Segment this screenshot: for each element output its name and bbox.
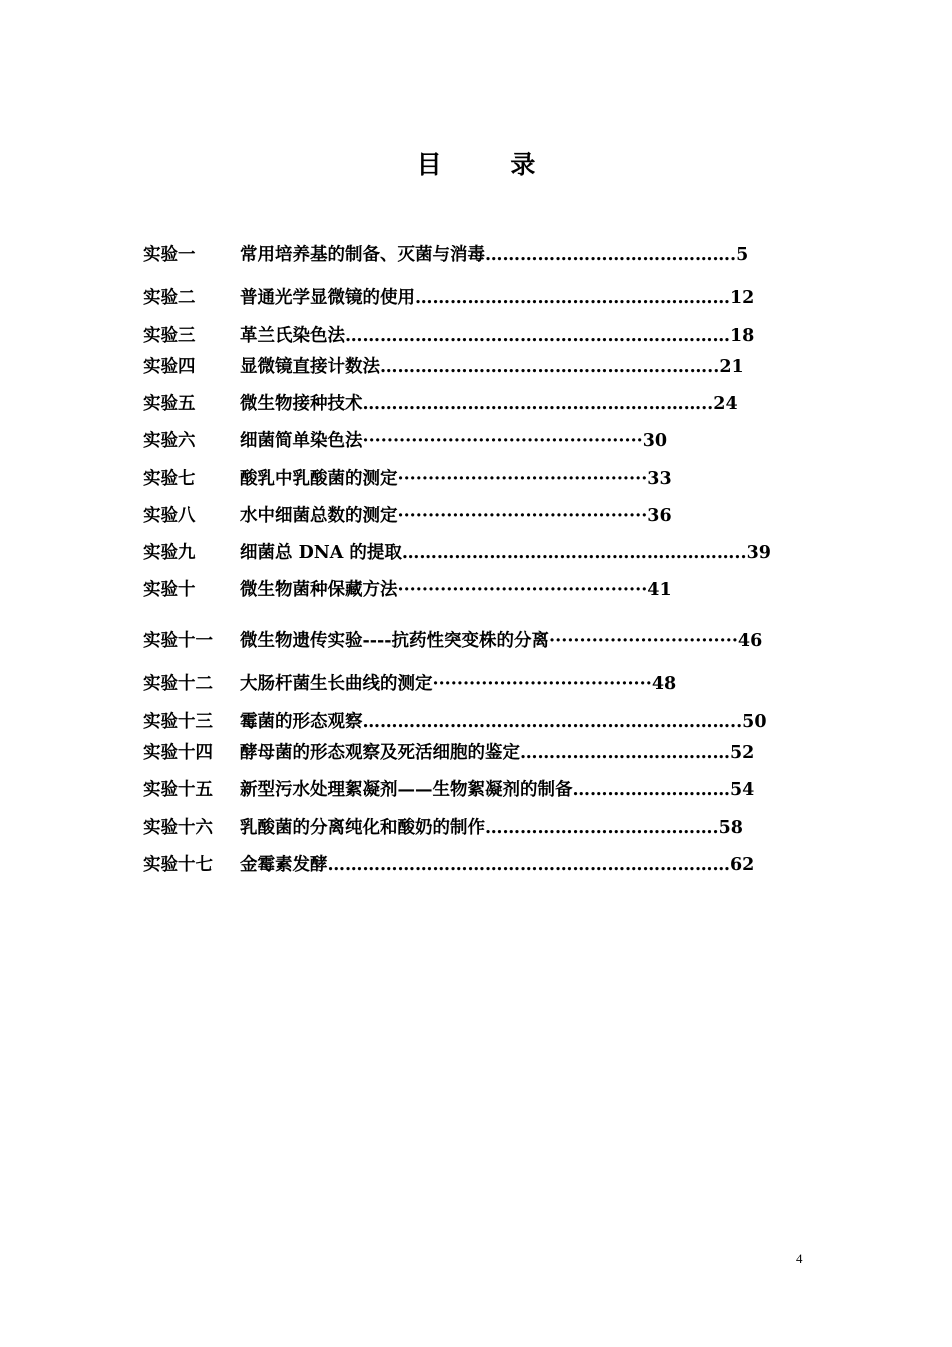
toc-entry-title: 显微镜直接计数法…………………………………………..……..21 — [240, 357, 744, 377]
toc-entry[interactable] — [143, 740, 803, 766]
toc-entry-title: 新型污水处理絮凝剂——生物絮凝剂的制备………………………54 — [240, 780, 755, 800]
toc-entry-number: 实验八 — [143, 506, 196, 526]
toc-entry-title: 细菌简单染色法··············································30 — [240, 431, 668, 451]
toc-entry-number: 实验十三 — [143, 712, 213, 732]
toc-entry-number: 实验七 — [143, 469, 196, 489]
toc-entry-title: 常用培养基的制备、灭菌与消毒…………………………………….5 — [240, 245, 749, 265]
toc-entry-title: 细菌总 DNA 的提取…………………………………………………..39 — [240, 543, 771, 563]
toc-entry[interactable] — [143, 671, 799, 697]
toc-entry-number: 实验六 — [143, 431, 196, 451]
toc-entry-number: 实验十七 — [143, 855, 213, 875]
toc-entry-title: 微生物接种技术………………………………………….………..24 — [240, 394, 738, 414]
toc-entry[interactable] — [143, 285, 798, 311]
toc-entry[interactable] — [143, 391, 798, 417]
toc-entry[interactable] — [143, 323, 798, 349]
toc-entry[interactable] — [143, 540, 798, 566]
toc-entry-title: 霉菌的形态观察………………………………………………………..50 — [240, 712, 767, 732]
toc-entry-title: 革兰氏染色法…………………………………………………………18 — [240, 326, 755, 346]
toc-entry-number: 实验十四 — [143, 743, 213, 763]
toc-entry-title: 酵母菌的形态观察及死活细胞的鉴定………………………………52 — [240, 743, 755, 763]
toc-entry[interactable] — [143, 852, 799, 878]
toc-entry-number: 实验一 — [143, 245, 196, 265]
toc-entry[interactable] — [143, 709, 801, 735]
toc-entry-number: 实验五 — [143, 394, 196, 414]
toc-entry[interactable] — [143, 503, 798, 529]
toc-entry-number: 实验二 — [143, 288, 196, 308]
toc-entry-title: 酸乳中乳酸菌的测定·········································33 — [240, 469, 672, 489]
toc-entry[interactable] — [143, 466, 798, 492]
toc-entry[interactable] — [143, 777, 799, 803]
toc-entry-title: 微生物遗传实验----抗药性突变株的分离·······························46 — [240, 631, 763, 651]
page-number: 4 — [796, 1251, 803, 1266]
toc-entry[interactable] — [143, 815, 799, 841]
toc-entry-number: 实验十五 — [143, 780, 213, 800]
toc-entry-number: 实验十 — [143, 580, 196, 600]
toc-entry-title: 微生物菌种保藏方法·········································41 — [240, 580, 672, 600]
toc-entry[interactable] — [143, 428, 798, 454]
toc-entry-number: 实验四 — [143, 357, 196, 377]
toc-entry-title: 乳酸菌的分离纯化和酸奶的制作………………………………….58 — [240, 818, 743, 838]
toc-entry-number: 实验九 — [143, 543, 196, 563]
toc-entry-title: 普通光学显微镜的使用………………………………………………12 — [240, 288, 755, 308]
toc-entry[interactable] — [143, 242, 795, 268]
toc-entry-number: 实验十六 — [143, 818, 213, 838]
toc-entry-number: 实验十一 — [143, 631, 213, 651]
page-title: 目 录 — [416, 150, 566, 179]
toc-entry-title: 大肠杆菌生长曲线的测定····································48 — [240, 674, 677, 694]
toc-entry[interactable] — [143, 628, 800, 654]
toc-entry[interactable] — [143, 577, 798, 603]
toc-entry-number: 实验十二 — [143, 674, 213, 694]
toc-entry-number: 实验三 — [143, 326, 196, 346]
toc-entry-title: 金霉素发酵……………………………………………………………62 — [240, 855, 755, 875]
toc-entry[interactable] — [143, 354, 798, 380]
toc-entry-title: 水中细菌总数的测定·········································36 — [240, 506, 672, 526]
